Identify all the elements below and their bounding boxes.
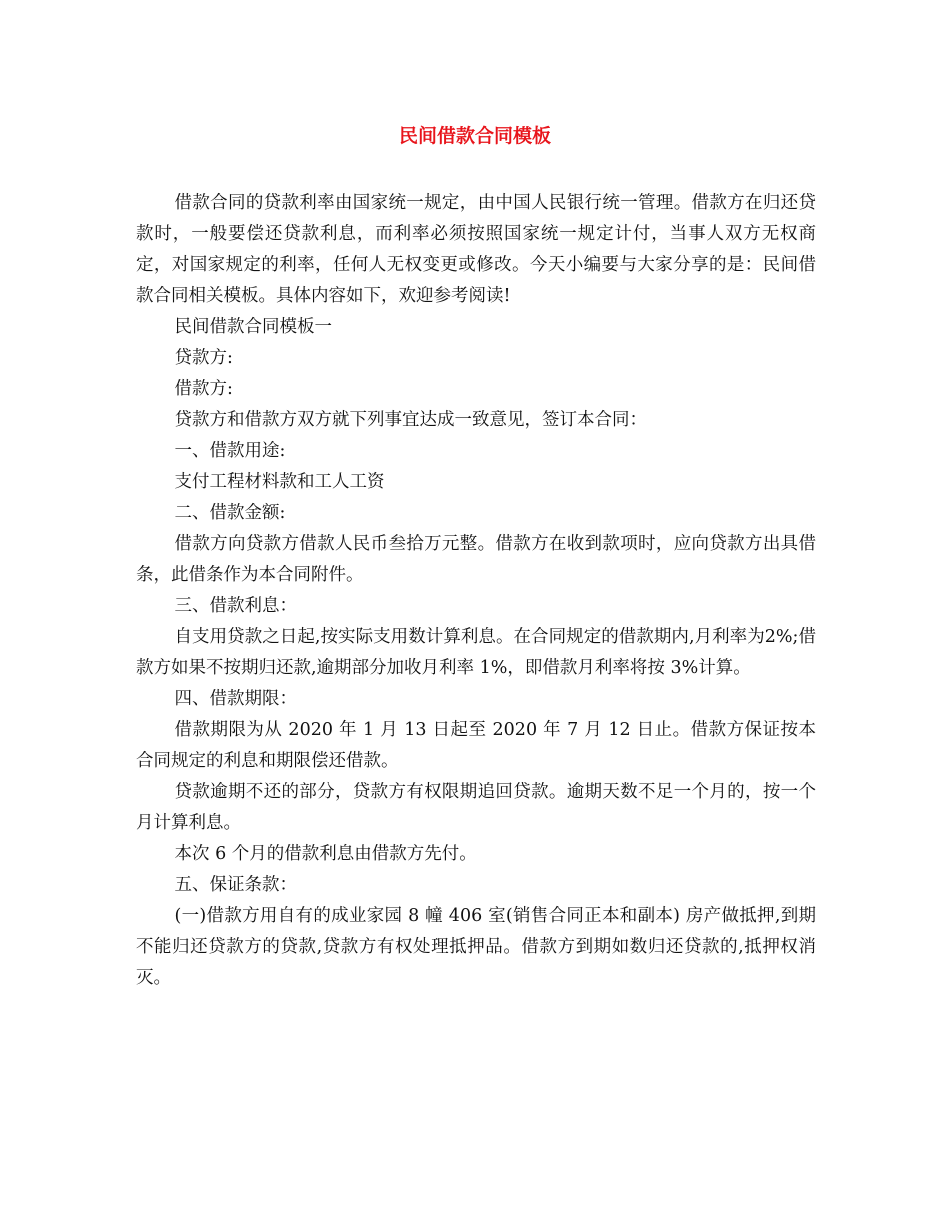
section-heading-interest: 三、借款利息： bbox=[174, 596, 297, 616]
paragraph-guarantee-1: (一)借款方用自有的成业家园 8 幢 406 室(销售合同正本和副本) 房产做抵押,到期不能归还贷款方的贷款,贷款方有权处理抵押品。借款方到期如数归还贷款的,抵押权消灭。 bbox=[136, 906, 816, 988]
paragraph-lender: 贷款方: bbox=[174, 348, 233, 368]
paragraph-intro: 借款合同的贷款利率由国家统一规定，由中国人民银行统一管理。借款方在归还贷款时，一般要偿还贷款利息，而利率必须按照国家统一规定计付，当事人双方无权商定，对国家规定的利率，任何人无权变更或修改。今天小编要与大家分享的是：民间借款合同相关模板。具体内容如下，欢迎参考阅读! bbox=[136, 193, 816, 306]
document-title: 民间借款合同模板 bbox=[398, 125, 551, 147]
paragraph-template-heading: 民间借款合同模板一 bbox=[174, 317, 332, 337]
paragraph-prepaid-interest: 本次 6 个月的借款利息由借款方先付。 bbox=[174, 844, 477, 864]
document-body bbox=[136, 188, 816, 994]
section-heading-amount: 二、借款金额: bbox=[174, 503, 286, 523]
paragraph-purpose: 支付工程材料款和工人工资 bbox=[174, 472, 385, 492]
paragraph-amount: 借款方向贷款方借款人民币叁拾万元整。借款方在收到款项时，应向贷款方出具借条，此借条作为本合同附件。 bbox=[136, 534, 816, 585]
paragraph-agreement: 贷款方和借款方双方就下列事宜达成一致意见，签订本合同： bbox=[174, 410, 647, 430]
section-heading-purpose: 一、借款用途: bbox=[174, 441, 286, 461]
paragraph-term: 借款期限为从 2020 年 1 月 13 日起至 2020 年 7 月 12 日止。借款方保证按本合同规定的利息和期限偿还借款。 bbox=[136, 720, 816, 771]
section-heading-term: 四、借款期限： bbox=[174, 689, 297, 709]
paragraph-interest: 自支用贷款之日起,按实际支用数计算利息。在合同规定的借款期内,月利率为2%;借款方如果不按期归还款,逾期部分加收月利率 1%，即借款月利率将按 3%计算。 bbox=[136, 627, 816, 678]
paragraph-overdue: 贷款逾期不还的部分，贷款方有权限期追回贷款。逾期天数不足一个月的，按一个月计算利息。 bbox=[136, 782, 816, 833]
section-heading-guarantee: 五、保证条款： bbox=[174, 875, 297, 895]
paragraph-borrower: 借款方: bbox=[174, 379, 233, 399]
